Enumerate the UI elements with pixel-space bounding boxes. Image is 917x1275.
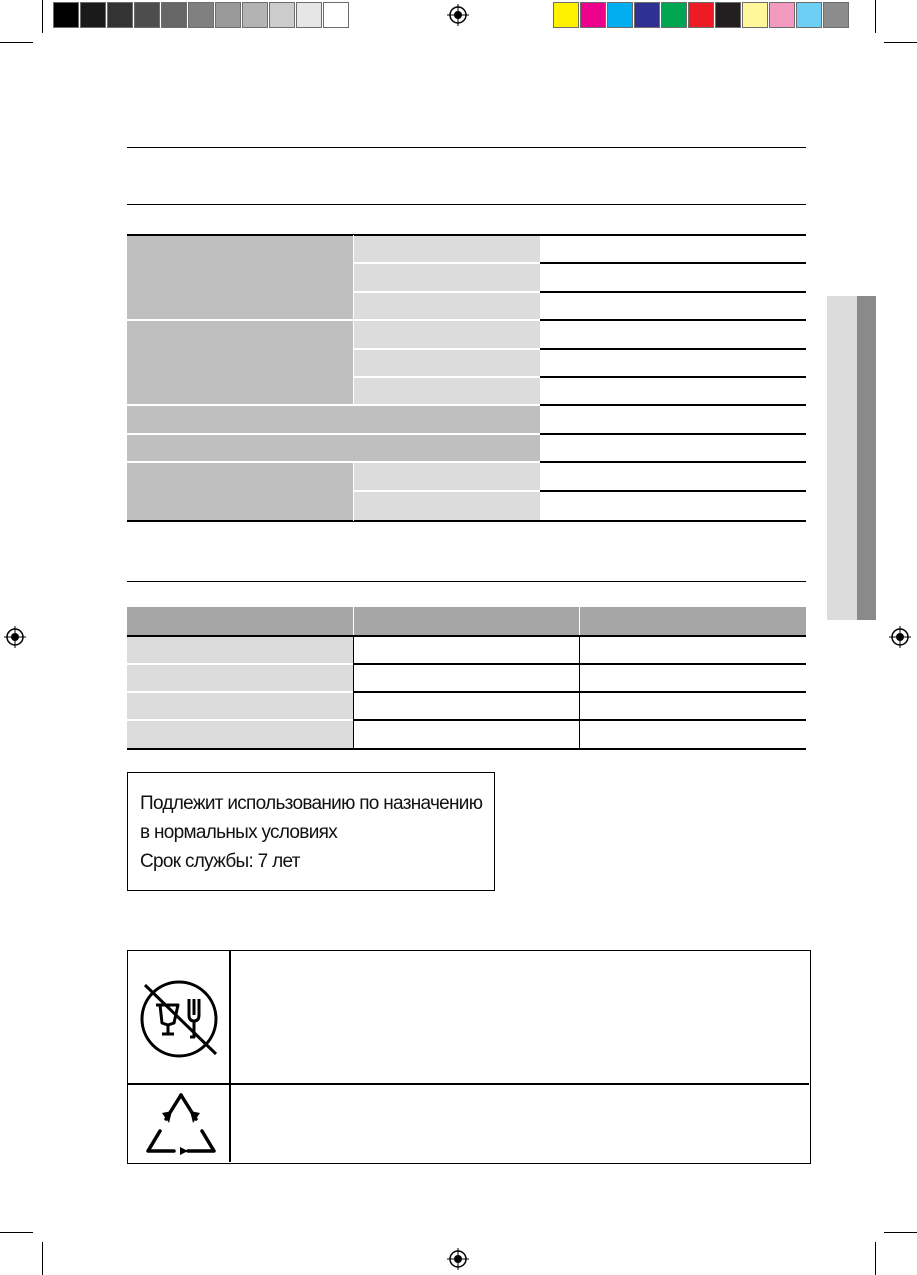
table-row-label-cells — [127, 636, 353, 749]
color-swatch — [580, 2, 606, 28]
table-header-row — [127, 607, 806, 635]
crop-mark — [42, 1242, 43, 1275]
spec-group-label-cell — [127, 235, 354, 320]
symbols-table — [127, 950, 811, 1164]
gray-swatch — [296, 2, 322, 28]
notice-line: Срок службы: 7 лет — [140, 851, 300, 872]
gray-swatch — [161, 2, 187, 28]
registration-mark-icon — [889, 626, 911, 648]
gray-swatch — [242, 2, 268, 28]
spec-group-label-cell — [127, 462, 354, 521]
crop-mark — [0, 1232, 33, 1233]
spec-group-label-cell — [127, 320, 354, 405]
color-swatch — [796, 2, 822, 28]
gray-swatch — [107, 2, 133, 28]
crop-mark — [0, 42, 33, 43]
color-swatch — [607, 2, 633, 28]
notice-line: в нормальных условиях — [140, 822, 337, 843]
section-rule — [127, 147, 806, 148]
spec-sub-label-cell — [354, 235, 540, 320]
color-swatch — [688, 2, 714, 28]
gray-swatch — [80, 2, 106, 28]
section-rule — [127, 204, 806, 205]
color-swatch — [553, 2, 579, 28]
gray-swatch — [215, 2, 241, 28]
gray-swatch — [134, 2, 160, 28]
crop-mark — [884, 42, 917, 43]
notice-line: Подлежит использованию по назначению — [140, 793, 483, 814]
gray-swatch — [53, 2, 79, 28]
crop-mark — [875, 0, 876, 33]
gray-color-bar — [53, 2, 350, 28]
color-swatch — [742, 2, 768, 28]
gray-swatch — [323, 2, 349, 28]
side-tab-marker — [857, 296, 876, 620]
gray-swatch — [188, 2, 214, 28]
gray-swatch — [269, 2, 295, 28]
color-swatch — [634, 2, 660, 28]
crop-mark — [884, 1232, 917, 1233]
spec-sub-label-cell — [354, 320, 540, 405]
recycle-icon — [136, 1089, 226, 1159]
section-rule — [127, 581, 806, 582]
side-tab-shape — [827, 296, 859, 620]
color-swatch — [823, 2, 849, 28]
registration-mark-icon — [447, 1248, 469, 1270]
not-for-food-contact-icon — [134, 979, 224, 1059]
spec-sub-label-cell — [354, 462, 540, 521]
color-swatch — [661, 2, 687, 28]
crop-mark — [42, 0, 43, 33]
service-life-notice — [127, 772, 495, 891]
color-swatch — [715, 2, 741, 28]
process-color-bar — [553, 2, 850, 28]
color-swatch — [769, 2, 795, 28]
crop-mark — [875, 1242, 876, 1275]
registration-mark-icon — [4, 626, 26, 648]
registration-mark-icon — [447, 4, 469, 26]
